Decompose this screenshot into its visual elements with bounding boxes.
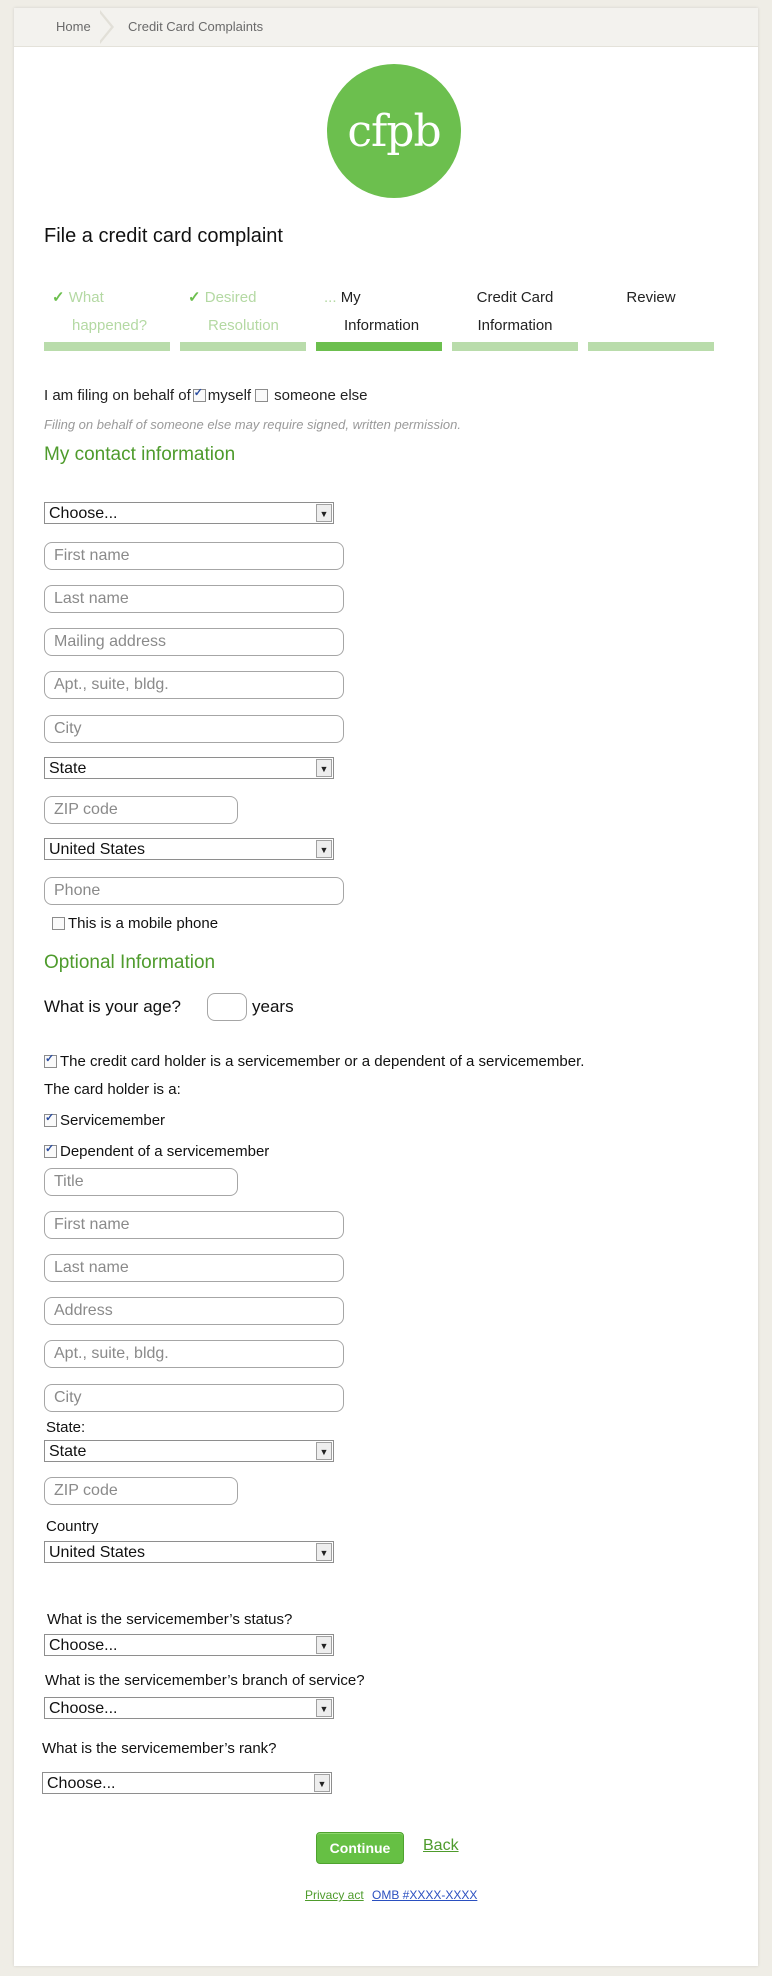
- sm-state-label: State:: [46, 1419, 86, 1436]
- chevron-down-icon: ▼: [316, 1442, 332, 1460]
- step-progress-bar: [452, 342, 578, 351]
- logo-text: cfpb: [347, 105, 441, 157]
- servicemember-checkbox[interactable]: [44, 1114, 57, 1127]
- status-question: What is the servicemember’s status?: [47, 1611, 293, 1628]
- step-my-information: [316, 284, 442, 354]
- age-question: What is your age?: [44, 997, 182, 1016]
- age-unit: years: [252, 997, 294, 1016]
- servicemember-option-row: [44, 1112, 165, 1129]
- step-progress-bar: [588, 342, 714, 351]
- continue-button[interactable]: Continue: [316, 1832, 404, 1864]
- country-select[interactable]: United States ▼: [44, 838, 334, 860]
- card-holder-is-label: The card holder is a:: [44, 1081, 181, 1098]
- dependent-checkbox[interactable]: [44, 1145, 57, 1158]
- step-progress-bar: [44, 342, 170, 351]
- someone-else-checkbox[interactable]: [255, 389, 268, 402]
- state-select[interactable]: State ▼: [44, 757, 334, 779]
- servicemember-option-label: Servicemember: [60, 1112, 166, 1129]
- back-link[interactable]: Back: [423, 1837, 459, 1854]
- breadcrumb-separator: [100, 10, 114, 44]
- myself-checkbox[interactable]: [193, 389, 206, 402]
- privacy-act-link[interactable]: Privacy act: [305, 1888, 364, 1902]
- step-review: [588, 284, 714, 354]
- optional-info-heading: Optional Information: [44, 952, 216, 973]
- sm-state-select[interactable]: State ▼: [44, 1440, 334, 1462]
- chevron-down-icon: ▼: [314, 1774, 330, 1792]
- status-select[interactable]: Choose... ▼: [44, 1634, 334, 1656]
- salutation-select[interactable]: Choose... ▼: [44, 502, 334, 524]
- omb-link[interactable]: OMB #XXXX-XXXX: [372, 1888, 478, 1902]
- chevron-down-icon: ▼: [316, 1543, 332, 1561]
- city-input[interactable]: [44, 715, 344, 743]
- phone-input[interactable]: [44, 877, 344, 905]
- sm-zip-input[interactable]: [44, 1477, 238, 1505]
- filing-hint: Filing on behalf of someone else may require signed, written permission.: [44, 417, 461, 432]
- step-label: ✓ What happened?: [44, 284, 170, 340]
- cfpb-logo: [327, 64, 461, 198]
- servicemember-row: [44, 1053, 584, 1070]
- sm-city-input[interactable]: [44, 1384, 344, 1412]
- mobile-phone-checkbox[interactable]: [52, 917, 65, 930]
- branch-select[interactable]: Choose... ▼: [44, 1697, 334, 1719]
- step-label: Review: [626, 289, 676, 306]
- mailing-address-input[interactable]: [44, 628, 344, 656]
- apt-input[interactable]: [44, 671, 344, 699]
- check-icon: ✓: [52, 289, 65, 306]
- age-input[interactable]: [207, 993, 247, 1021]
- sm-country-select[interactable]: United States ▼: [44, 1541, 334, 1563]
- someone-else-label: someone else: [274, 387, 368, 404]
- first-name-input[interactable]: [44, 542, 344, 570]
- page-container: [14, 8, 758, 1966]
- sm-last-name-input[interactable]: [44, 1254, 344, 1282]
- myself-label: myself: [207, 387, 252, 404]
- sm-apt-input[interactable]: [44, 1340, 344, 1368]
- servicemember-dependent-checkbox[interactable]: [44, 1055, 57, 1068]
- chevron-down-icon: ▼: [316, 504, 332, 522]
- step-credit-card-information: [452, 284, 578, 354]
- step-label: ... My Information: [316, 284, 442, 340]
- filing-label: I am filing on behalf of: [44, 387, 191, 404]
- mobile-phone-row: [52, 915, 218, 932]
- step-progress-bar: [180, 342, 306, 351]
- dependent-option-label: Dependent of a servicemember: [60, 1143, 270, 1160]
- mobile-phone-label: This is a mobile phone: [68, 915, 219, 932]
- check-icon: ✓: [188, 289, 201, 306]
- chevron-down-icon: ▼: [316, 840, 332, 858]
- sm-country-label: Country: [46, 1518, 99, 1535]
- servicemember-dependent-label: The credit card holder is a servicemember or a dependent of a servicemember.: [60, 1053, 585, 1070]
- ellipsis-indicator: ...: [324, 289, 337, 306]
- filing-on-behalf-row: [44, 387, 368, 404]
- rank-select[interactable]: Choose... ▼: [42, 1772, 332, 1794]
- sm-title-input[interactable]: [44, 1168, 238, 1196]
- step-label: ✓ Desired Resolution: [180, 284, 306, 340]
- sm-first-name-input[interactable]: [44, 1211, 344, 1239]
- step-what-happened: [44, 284, 170, 354]
- breadcrumb: [14, 8, 758, 47]
- breadcrumb-current: Credit Card Complaints: [128, 19, 264, 34]
- step-desired-resolution: [180, 284, 306, 354]
- step-label: Credit Card Information: [476, 289, 554, 334]
- rank-question: What is the servicemember’s rank?: [42, 1740, 277, 1757]
- step-progress-bar: [316, 342, 442, 351]
- chevron-down-icon: ▼: [316, 1636, 332, 1654]
- breadcrumb-home-link[interactable]: Home: [56, 19, 91, 34]
- contact-info-heading: My contact information: [44, 444, 236, 465]
- chevron-down-icon: ▼: [316, 1699, 332, 1717]
- zip-input[interactable]: [44, 796, 238, 824]
- chevron-down-icon: ▼: [316, 759, 332, 777]
- page-title: File a credit card complaint: [44, 225, 283, 247]
- dependent-option-row: [44, 1143, 269, 1160]
- branch-question: What is the servicemember’s branch of service?: [45, 1672, 365, 1689]
- sm-address-input[interactable]: [44, 1297, 344, 1325]
- last-name-input[interactable]: [44, 585, 344, 613]
